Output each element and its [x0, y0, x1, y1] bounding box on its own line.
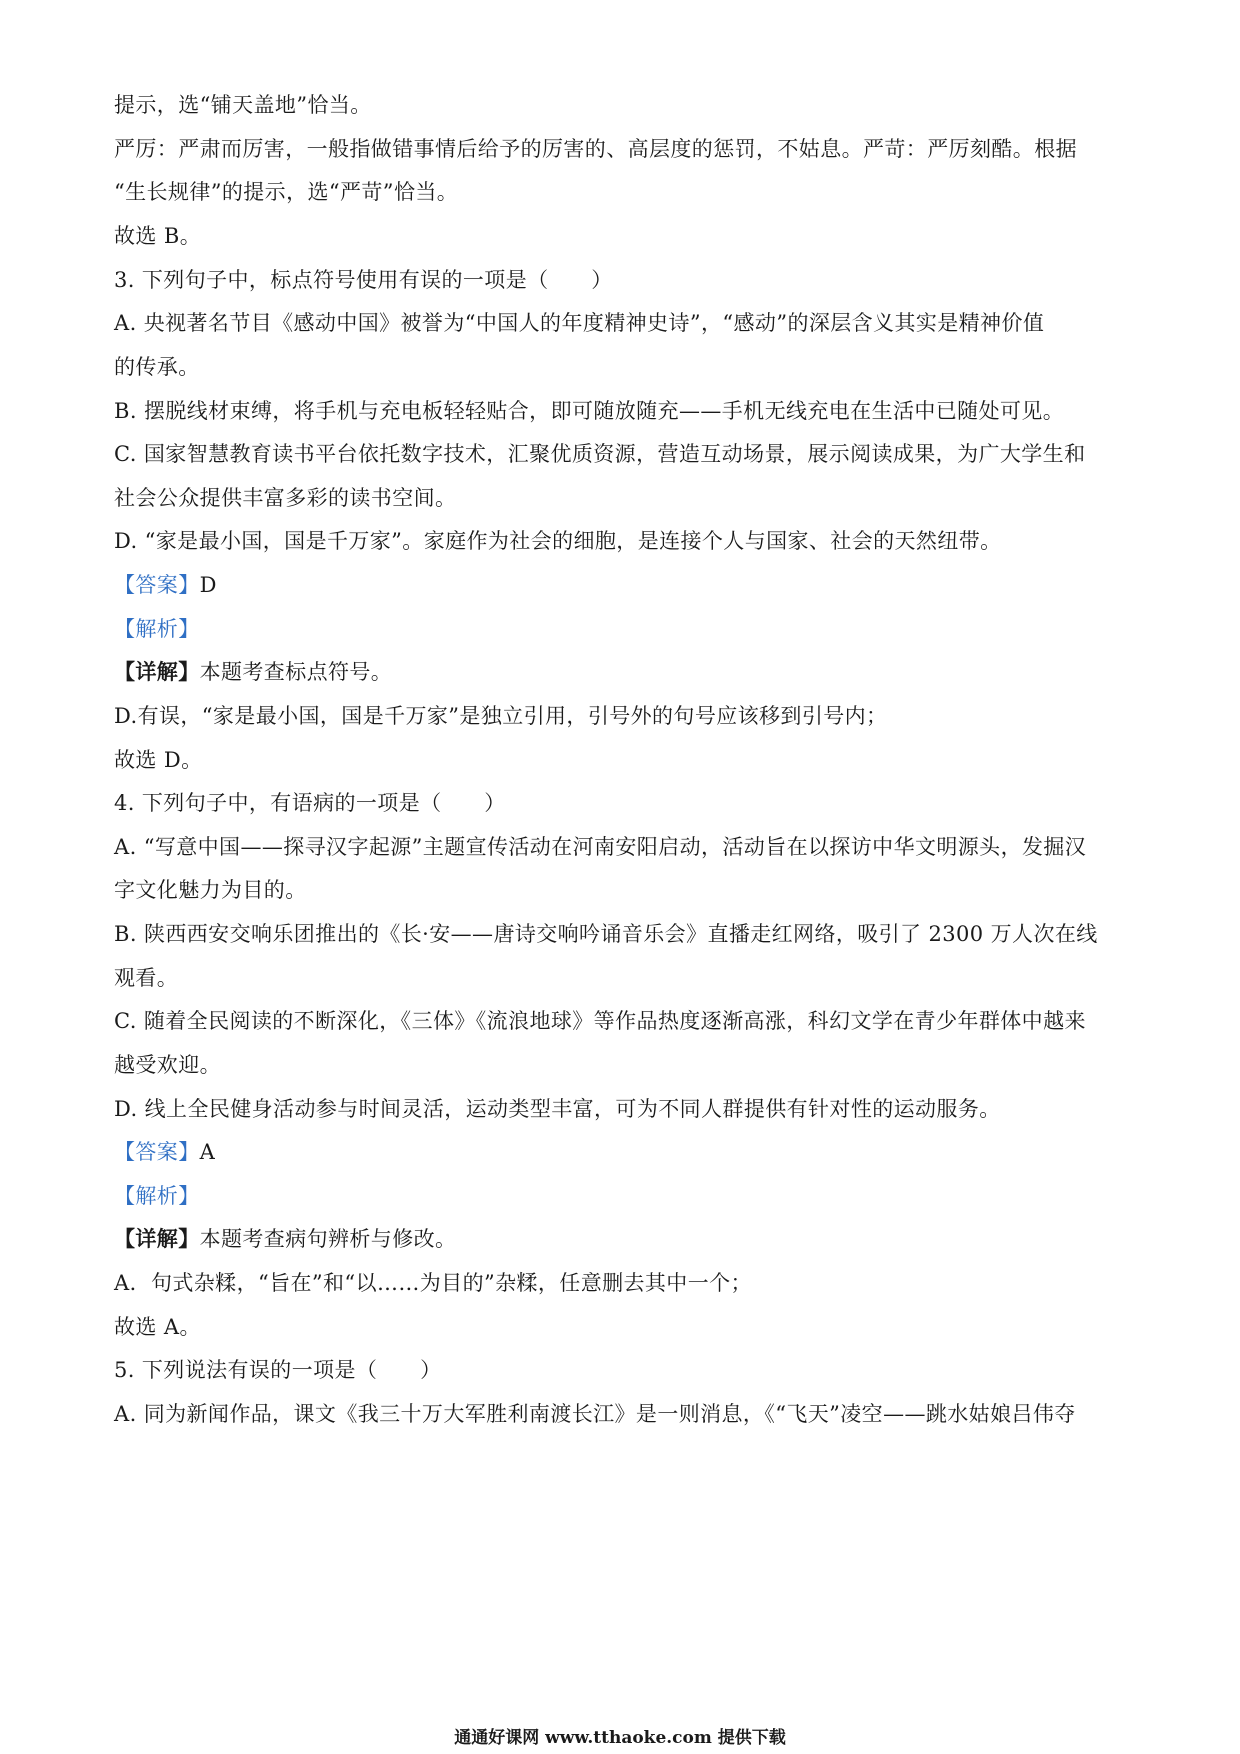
conclusion-line: 故选 A。 — [114, 1315, 201, 1339]
text-line: “生长规律”的提示，选“严苛”恰当。 — [114, 180, 459, 204]
explanation-line: A．句式杂糅，“旨在”和“以……为目的”杂糅，任意删去其中一个； — [114, 1271, 752, 1295]
detail-text: 本题考查标点符号。 — [199, 660, 393, 684]
answer-label: 【答案】 — [114, 573, 200, 597]
page-footer: 通通好课网 www.tthaoke.com 提供下载 — [454, 1728, 786, 1748]
option-a: A. 央视著名节目《感动中国》被誉为“中国人的年度精神史诗”，“感动”的深层含义其实是精神价值 — [114, 311, 1045, 335]
detail-line — [114, 657, 392, 687]
text-line: 提示，选“铺天盖地”恰当。 — [114, 93, 372, 117]
answer-line — [114, 1137, 215, 1167]
option-b: B. 陕西西安交响乐团推出的《长·安——唐诗交响吟诵音乐会》直播走红网络，吸引了 2300 万人次在线 — [114, 922, 1098, 946]
option-c: C. 随着全民阅读的不断深化，《三体》《流浪地球》等作品热度逐渐高涨，科幻文学在青少年群体中越来 — [114, 1009, 1086, 1033]
explanation-line: D.有误，“家是最小国，国是千万家”是独立引用，引号外的句号应该移到引号内； — [114, 704, 888, 728]
answer-value: D — [199, 573, 217, 597]
option-d: D. “家是最小国，国是千万家”。家庭作为社会的细胞，是连接个人与国家、社会的天然纽带。 — [114, 529, 1002, 553]
answer-label: 【答案】 — [114, 1140, 200, 1164]
option-c-continued: 越受欢迎。 — [114, 1053, 221, 1077]
analysis-label: 【解析】 — [114, 617, 200, 641]
analysis-label: 【解析】 — [114, 1184, 200, 1208]
option-a-continued: 字文化魅力为目的。 — [114, 878, 307, 902]
option-b: B. 摆脱线材束缚，将手机与充电板轻轻贴合，即可随放随充——手机无线充电在生活中已随处可见。 — [114, 399, 1065, 423]
option-d: D. 线上全民健身活动参与时间灵活，运动类型丰富，可为不同人群提供有针对性的运动服务。 — [114, 1097, 1001, 1121]
analysis-line — [114, 1181, 200, 1211]
text-line: 严厉：严肃而厉害，一般指做错事情后给予的厉害的、高层度的惩罚，不姑息。严苛：严厉刻酷。根据 — [114, 137, 1077, 161]
analysis-line — [114, 614, 200, 644]
option-c-continued: 社会公众提供丰富多彩的读书空间。 — [114, 486, 457, 510]
answer-value: A — [199, 1140, 216, 1164]
detail-label: 【详解】 — [114, 659, 200, 684]
question-5-title: 5. 下列说法有误的一项是（ ） — [114, 1358, 442, 1382]
option-a: A. “写意中国——探寻汉字起源”主题宣传活动在河南安阳启动，活动旨在以探访中华文明源头，发掘汉 — [114, 835, 1087, 859]
answer-line — [114, 570, 217, 600]
question-3-title: 3. 下列句子中，标点符号使用有误的一项是（ ） — [114, 268, 613, 292]
option-b-continued: 观看。 — [114, 966, 179, 990]
option-a: A. 同为新闻作品，课文《我三十万大军胜利南渡长江》是一则消息，《“飞天”凌空——跳水姑娘吕伟夺 — [114, 1402, 1076, 1426]
option-a-continued: 的传承。 — [114, 355, 200, 379]
detail-label: 【详解】 — [114, 1226, 200, 1251]
detail-text: 本题考查病句辨析与修改。 — [199, 1227, 457, 1251]
detail-line — [114, 1224, 456, 1254]
text-line: 故选 B。 — [114, 224, 202, 248]
conclusion-line: 故选 D。 — [114, 748, 203, 772]
option-c: C. 国家智慧教育读书平台依托数字技术，汇聚优质资源，营造互动场景，展示阅读成果，为广大学生和 — [114, 442, 1086, 466]
question-4-title: 4. 下列句子中，有语病的一项是（ ） — [114, 791, 506, 815]
